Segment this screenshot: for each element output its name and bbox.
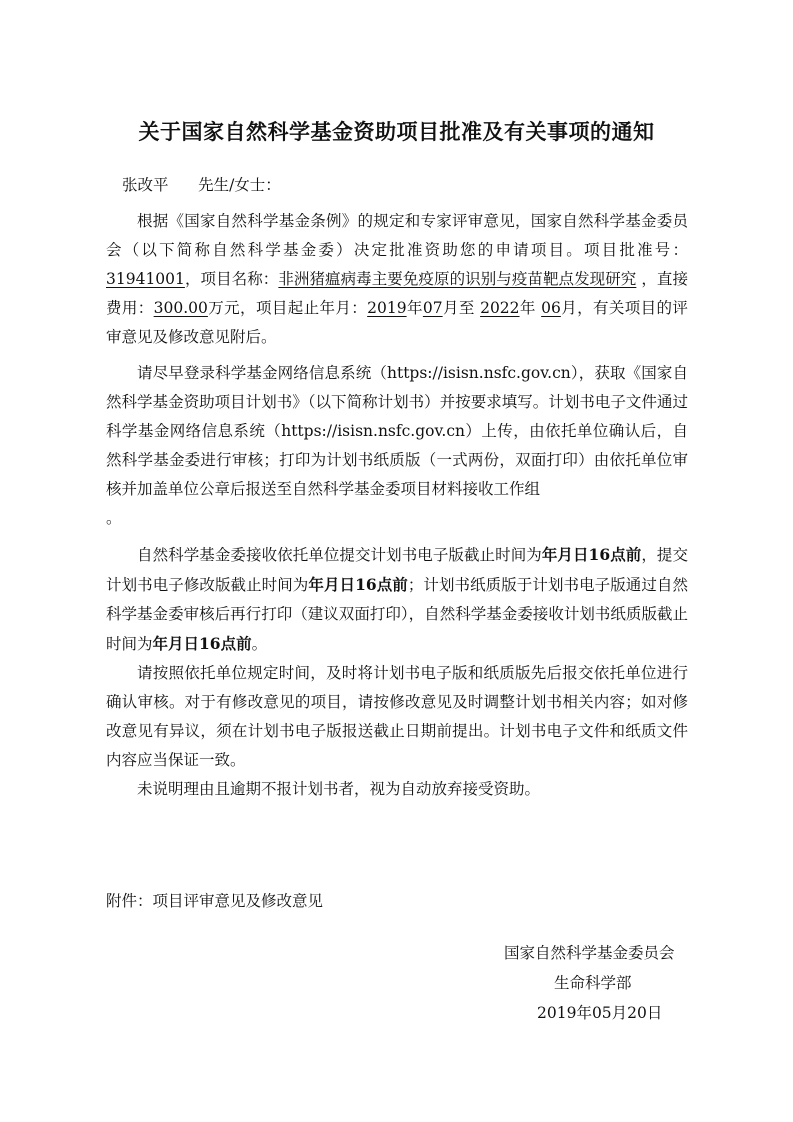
deadline-electronic: 年月日16点前 [541,545,642,564]
signature-organization: 国家自然科学基金委员会 [504,944,675,962]
notice-title: 关于国家自然科学基金资助项目批准及有关事项的通知 [138,119,655,144]
signature-date: 2019年05月20日 [537,1004,663,1022]
direct-funding: 300.00 [153,299,208,317]
notice-body [106,207,688,804]
project-name: 非洲猪瘟病毒主要免疫原的识别与疫苗靶点发现研究 [278,270,637,288]
start-year: 2019 [367,299,407,317]
paragraph-confirmation: 请按照依托单位规定时间，及时将计划书电子版和纸质版先后报交依托单位进行确认审核。对于有修改意见的项目，请按修改意见及时调整计划书相关内容；如对修改意见有异议，须在计划书电子版报送截止日期前提出。计划书电子文件和纸质文件内容应当保证一致。 [106,664,688,769]
paragraph-approval: 根据《国家自然科学基金条例》的规定和专家评审意见，国家自然科学基金委员会（以下简称自然科学基金委）决定批准资助您的申请项目。项目批准号： 31941001，项目名称：非洲猪瘟病毒主要免疫原的识别与疫苗靶点发现研究 ，直接费用：300.00万元，项目起止年月：2019年07月至 2022年 06月，有关项目的评审意见及修改意见附后。 [106,212,688,346]
signature-department: 生命科学部 [554,974,632,992]
recipient-name: 张改平 [122,176,169,194]
approval-number: 31941001 [106,270,185,288]
start-month: 07 [422,299,443,317]
end-month: 06 [541,299,561,317]
salutation-suffix: 先生/女士： [198,176,281,194]
deadline-paper: 年月日16点前 [152,634,252,653]
paragraph-forfeit: 未说明理由且逾期不报计划书者，视为自动放弃接受资助。 [137,780,541,798]
paragraph-submission: 请尽早登录科学基金网络信息系统（https://isisn.nsfc.gov.cn），获取《国家自然科学基金资助项目计划书》（以下简称计划书）并按要求填写。计划书电子文件通过科学基金网络信息系统（https://isisn.nsfc.gov.cn）上传，由依托单位确认后，自然科学基金委进行审核；打印为计划书纸质版（一式两份，双面打印）由依托单位审核并加盖单位公章后报送至自然科学基金委项目材料接收工作组 [106,364,688,498]
attachment-line: 附件：项目评审意见及修改意见 [106,892,324,910]
end-year: 2022 [480,299,520,317]
paragraph-submission-end: 。 [106,509,122,527]
paragraph-deadlines: 自然科学基金委接收依托单位提交计划书电子版截止时间为年月日16点前，提交计划书电子修改版截止时间为年月日16点前；计划书纸质版于计划书电子版通过自然科学基金委审核后再行打印（建议双面打印），自然科学基金委接收计划书纸质版截止时间为年月日16点前。 [106,545,688,653]
salutation [122,173,281,195]
deadline-revised: 年月日16点前 [308,575,408,594]
